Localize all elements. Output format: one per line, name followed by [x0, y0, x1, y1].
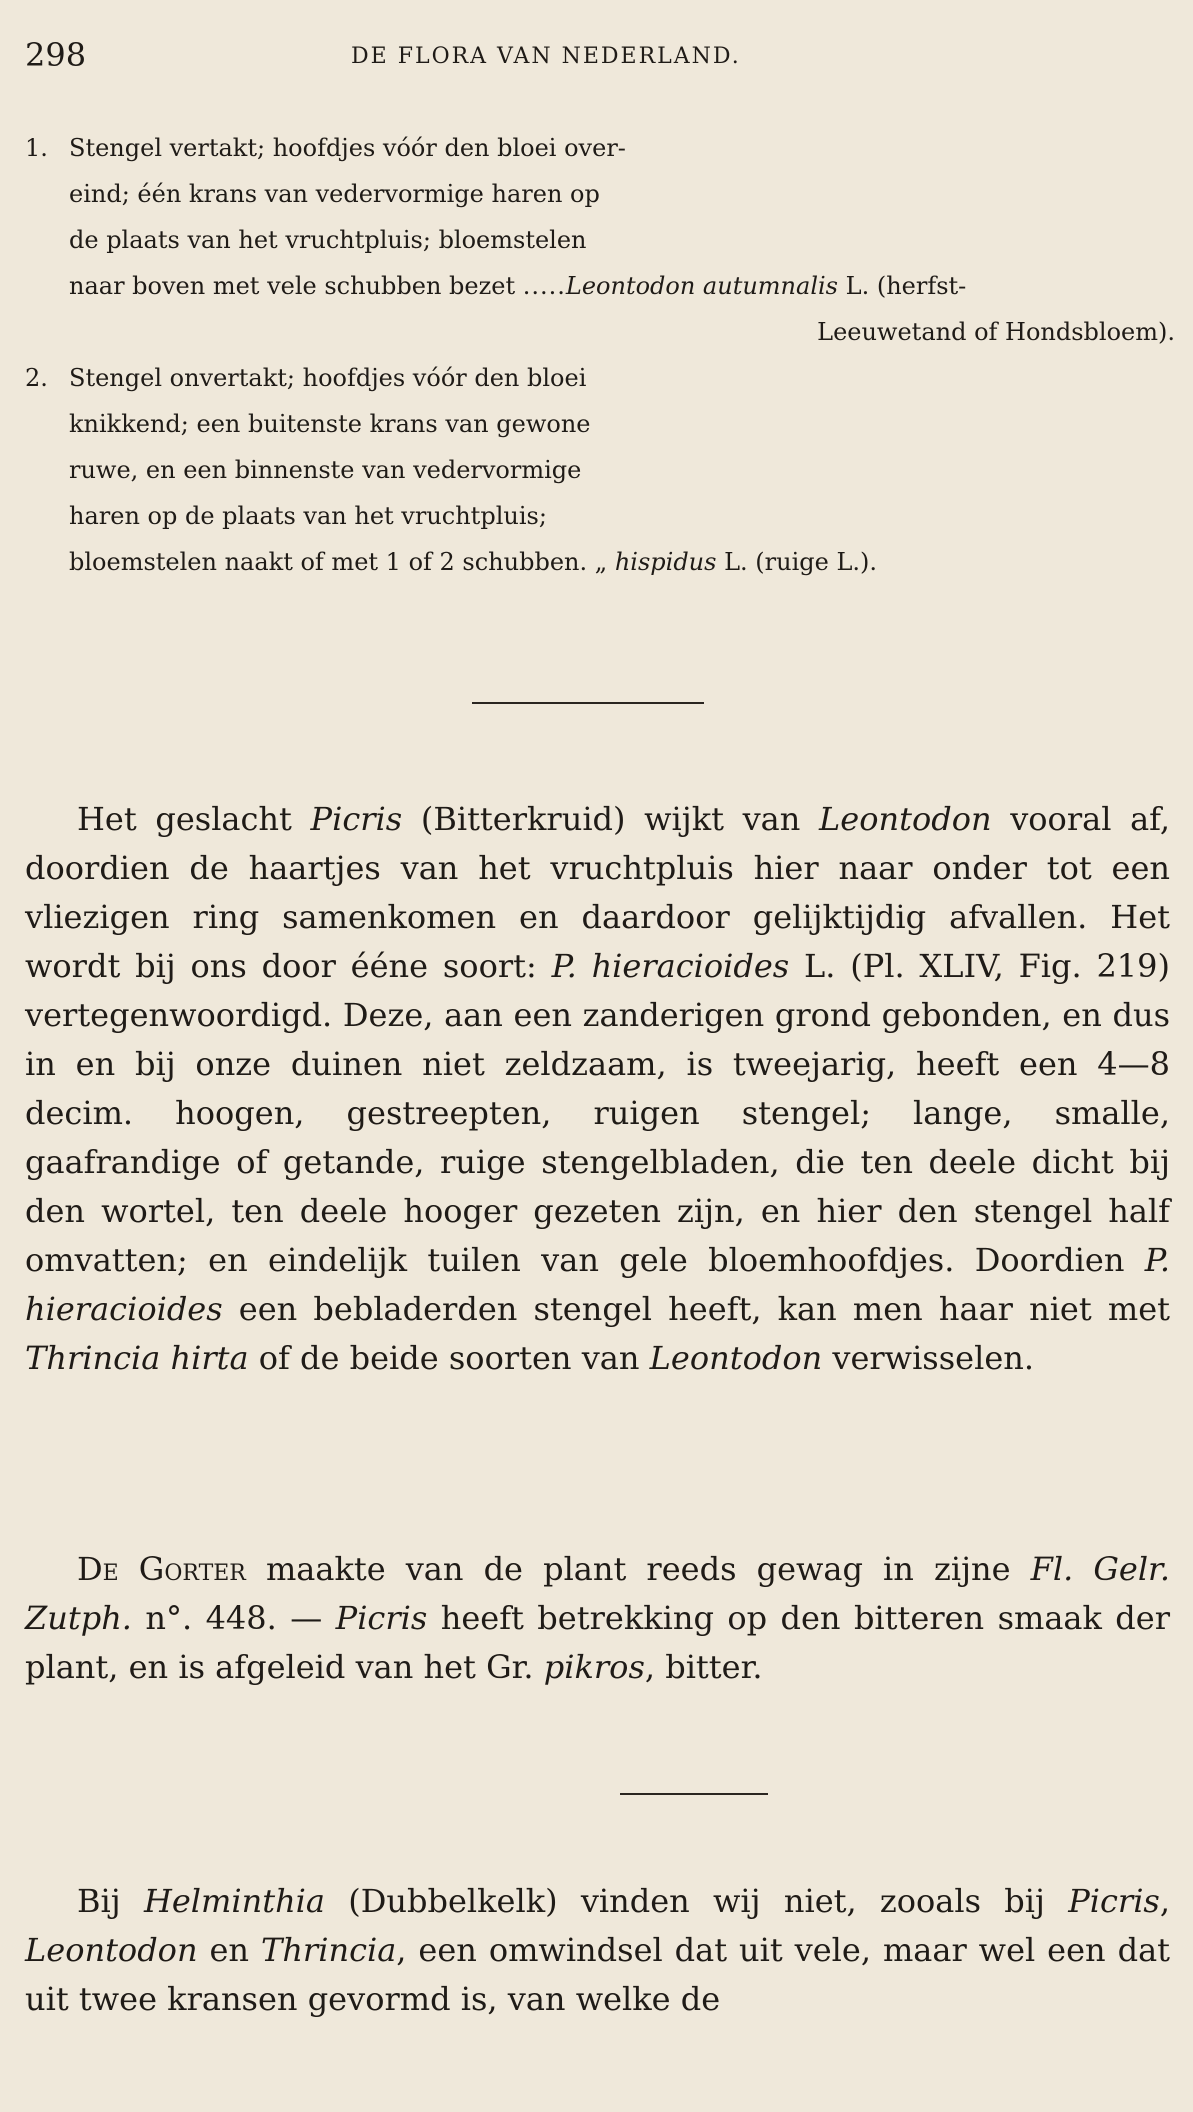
key-line: Stengel vertakt; hoofdjes vóór den bloei over-	[69, 134, 626, 162]
key-line: eind; één krans van vedervormige haren op	[69, 180, 600, 208]
author-abbrev: L. (ruige L.).	[724, 548, 878, 576]
species-name: Leontodon autumnalis	[565, 272, 838, 300]
key-line: Stengel onvertakt; hoofdjes vóór den bloei	[69, 364, 587, 392]
ditto-mark: „	[594, 548, 608, 576]
key-entry-2	[25, 355, 1175, 585]
page-number: 298	[25, 36, 87, 74]
paragraph-helminthia: Bij Helminthia (Dubbelkelk) vinden wij niet, zooals bij Picris, Leontodon en Thrincia, een omwindsel dat uit vele, maar wel een dat uit twee kransen gevormd is, van welke de	[25, 1882, 1171, 2018]
identification-key	[25, 125, 1175, 585]
key-line: knikkend; een buitenste krans van gewone	[69, 410, 591, 438]
section-divider	[620, 1793, 768, 1795]
key-entry-number: 2.	[25, 364, 48, 392]
key-line: ruwe, en een binnenste van vedervormige	[69, 456, 582, 484]
section-divider	[472, 702, 704, 704]
paragraph-picris: Het geslacht Picris (Bitterkruid) wijkt van Leontodon vooral af, doordien de haartjes van het vruchtpluis hier naar onder tot een vliezigen ring samenkomen en daardoor gelijktijdig afvallen. Het wordt bij ons door ééne soort: P. hieracioides L. (Pl. XLIV, Fig. 219) vertegenwoordigd. Deze, aan een zanderigen grond gebonden, en dus in en bij onze duinen niet zeldzaam, is tweejarig, heeft een 4—8 decim. hoogen, gestreepten, ruigen stengel; lange, smalle, gaafrandige of getande, ruige stengelbladen, die ten deele dicht bij den wortel, ten deele hooger gezeten zijn, en hier den stengel half omvatten; en eindelijk tuilen van gele bloemhoofdjes. Doordien P. hieracioides een bebladerden stengel heeft, kan men haar niet met Thrincia hirta of de beide soorten van Leontodon verwisselen.	[25, 800, 1171, 1377]
leader-dots: .....	[522, 272, 566, 300]
key-entry-1	[25, 125, 1175, 355]
key-line-continuation: Leeuwetand of Hondsbloem).	[817, 318, 1175, 346]
paragraph-de-gorter: De Gorter maakte van de plant reeds gewag in zijne Fl. Gelr. Zutph. n°. 448. — Picris heeft betrekking op den bitteren smaak der plant, en is afgeleid van het Gr. pikros, bitter.	[25, 1550, 1171, 1686]
species-name: hispidus	[614, 548, 717, 576]
author-abbrev: L. (herfst-	[845, 272, 967, 300]
key-line: de plaats van het vruchtpluis; bloemstelen	[69, 226, 587, 254]
running-title: DE FLORA VAN NEDERLAND.	[351, 44, 741, 69]
key-line-final: bloemstelen naakt of met 1 of 2 schubben. „ hispidus L. (ruige L.).	[69, 548, 878, 576]
key-line: haren op de plaats van het vruchtpluis;	[69, 502, 547, 530]
key-entry-number: 1.	[25, 134, 48, 162]
key-line-final: naar boven met vele schubben bezet .....Leontodon autumnalis L. (herfst-	[69, 272, 967, 300]
